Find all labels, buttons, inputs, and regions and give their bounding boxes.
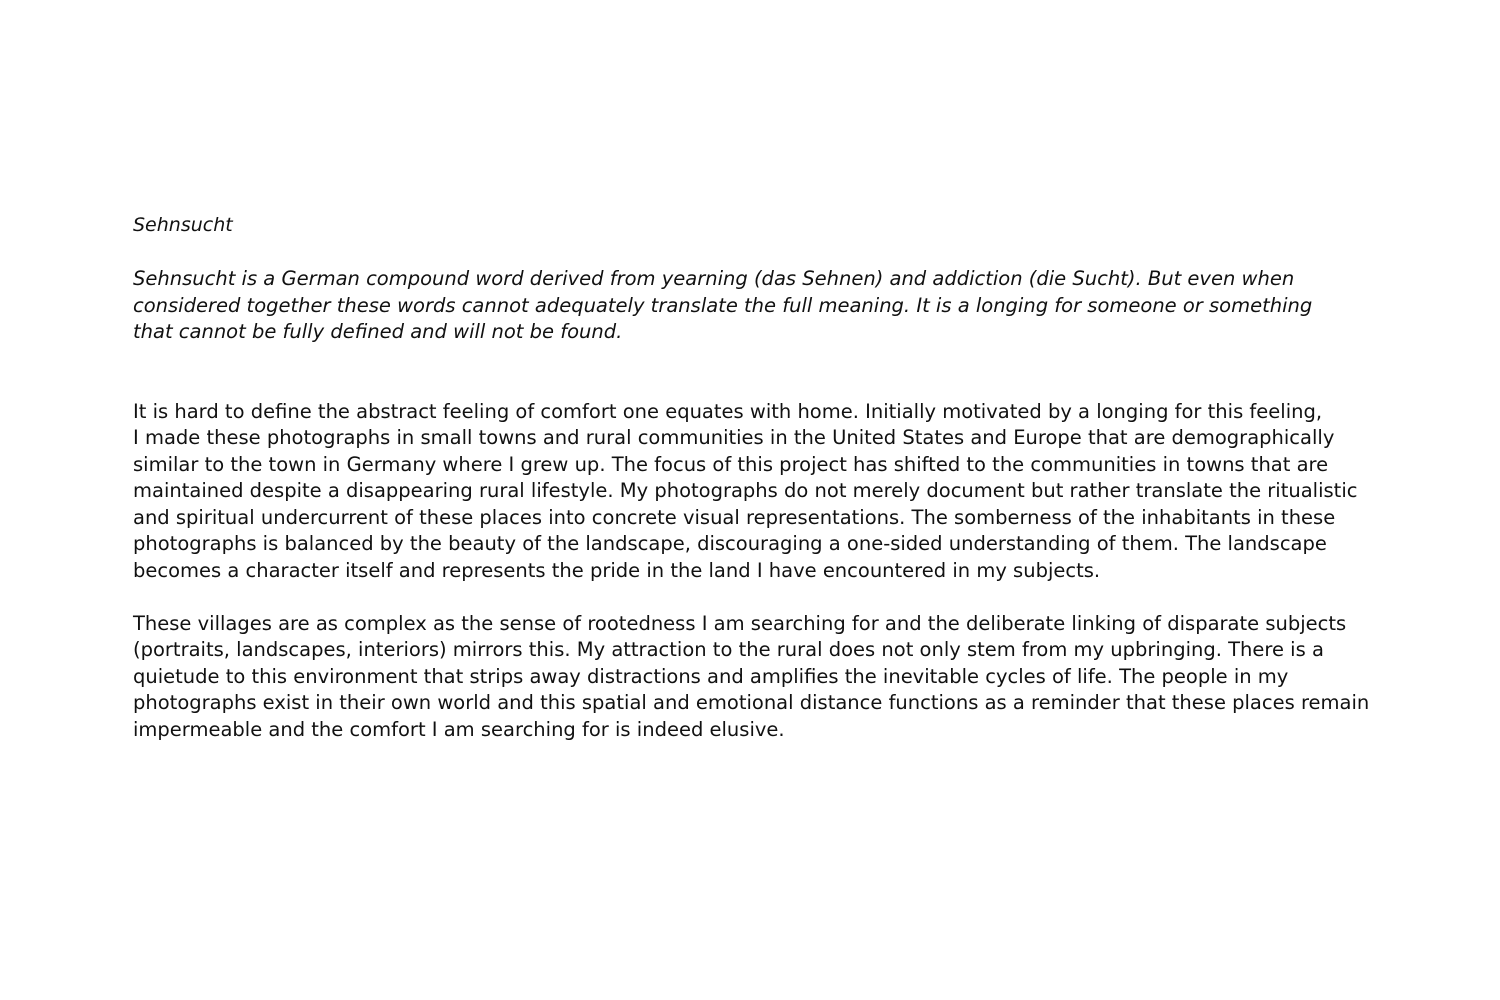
- paragraph-line: quietude to this environment that strips away distractions and amplifies the inevitable cycles of life. The people in my: [133, 664, 1289, 688]
- paragraph-line: photographs is balanced by the beauty of the landscape, discouraging a one-sided understanding of them. The landscape: [133, 532, 1327, 555]
- definition-line: that cannot be fully defined and will not be found.: [133, 320, 623, 343]
- paragraph-line: These villages are as complex as the sense of rootedness I am searching for and the deliberate linking of disparate subjects: [133, 611, 1347, 635]
- definition-line: considered together these words cannot adequately translate the full meaning. It is a longing for someone or something: [133, 293, 1313, 317]
- paragraph-line: similar to the town in Germany where I grew up. The focus of this project has shifted to the communities in towns that are: [133, 452, 1329, 476]
- statement-paragraph-1: [133, 399, 1393, 585]
- document-content: [133, 212, 1393, 743]
- paragraph-line: becomes a character itself and represents the pride in the land I have encountered in my subjects.: [133, 558, 1101, 582]
- definition-paragraph: [133, 266, 1393, 346]
- definition-line: Sehnsucht is a German compound word derived from yearning (das Sehnen) and addiction (die Sucht). But even when: [133, 267, 1295, 290]
- document-title: Sehnsucht: [133, 214, 233, 236]
- paragraph-line: I made these photographs in small towns and rural communities in the United States and Europe that are demographically: [133, 426, 1335, 449]
- paragraph-line: maintained despite a disappearing rural lifestyle. My photographs do not merely document but rather translate the ritualistic: [133, 479, 1358, 502]
- paragraph-line: impermeable and the comfort I am searching for is indeed elusive.: [133, 717, 785, 741]
- paragraph-line: (portraits, landscapes, interiors) mirrors this. My attraction to the rural does not only stem from my upbringing. There is a: [133, 638, 1324, 661]
- statement-paragraph-2: [133, 611, 1393, 744]
- paragraph-line: and spiritual undercurrent of these places into concrete visual representations. The somberness of the inhabitants in these: [133, 505, 1336, 529]
- paragraph-line: It is hard to define the abstract feeling of comfort one equates with home. Initially motivated by a longing for this feeling,: [133, 399, 1323, 423]
- paragraph-line: photographs exist in their own world and this spatial and emotional distance functions as a reminder that these places remain: [133, 691, 1370, 714]
